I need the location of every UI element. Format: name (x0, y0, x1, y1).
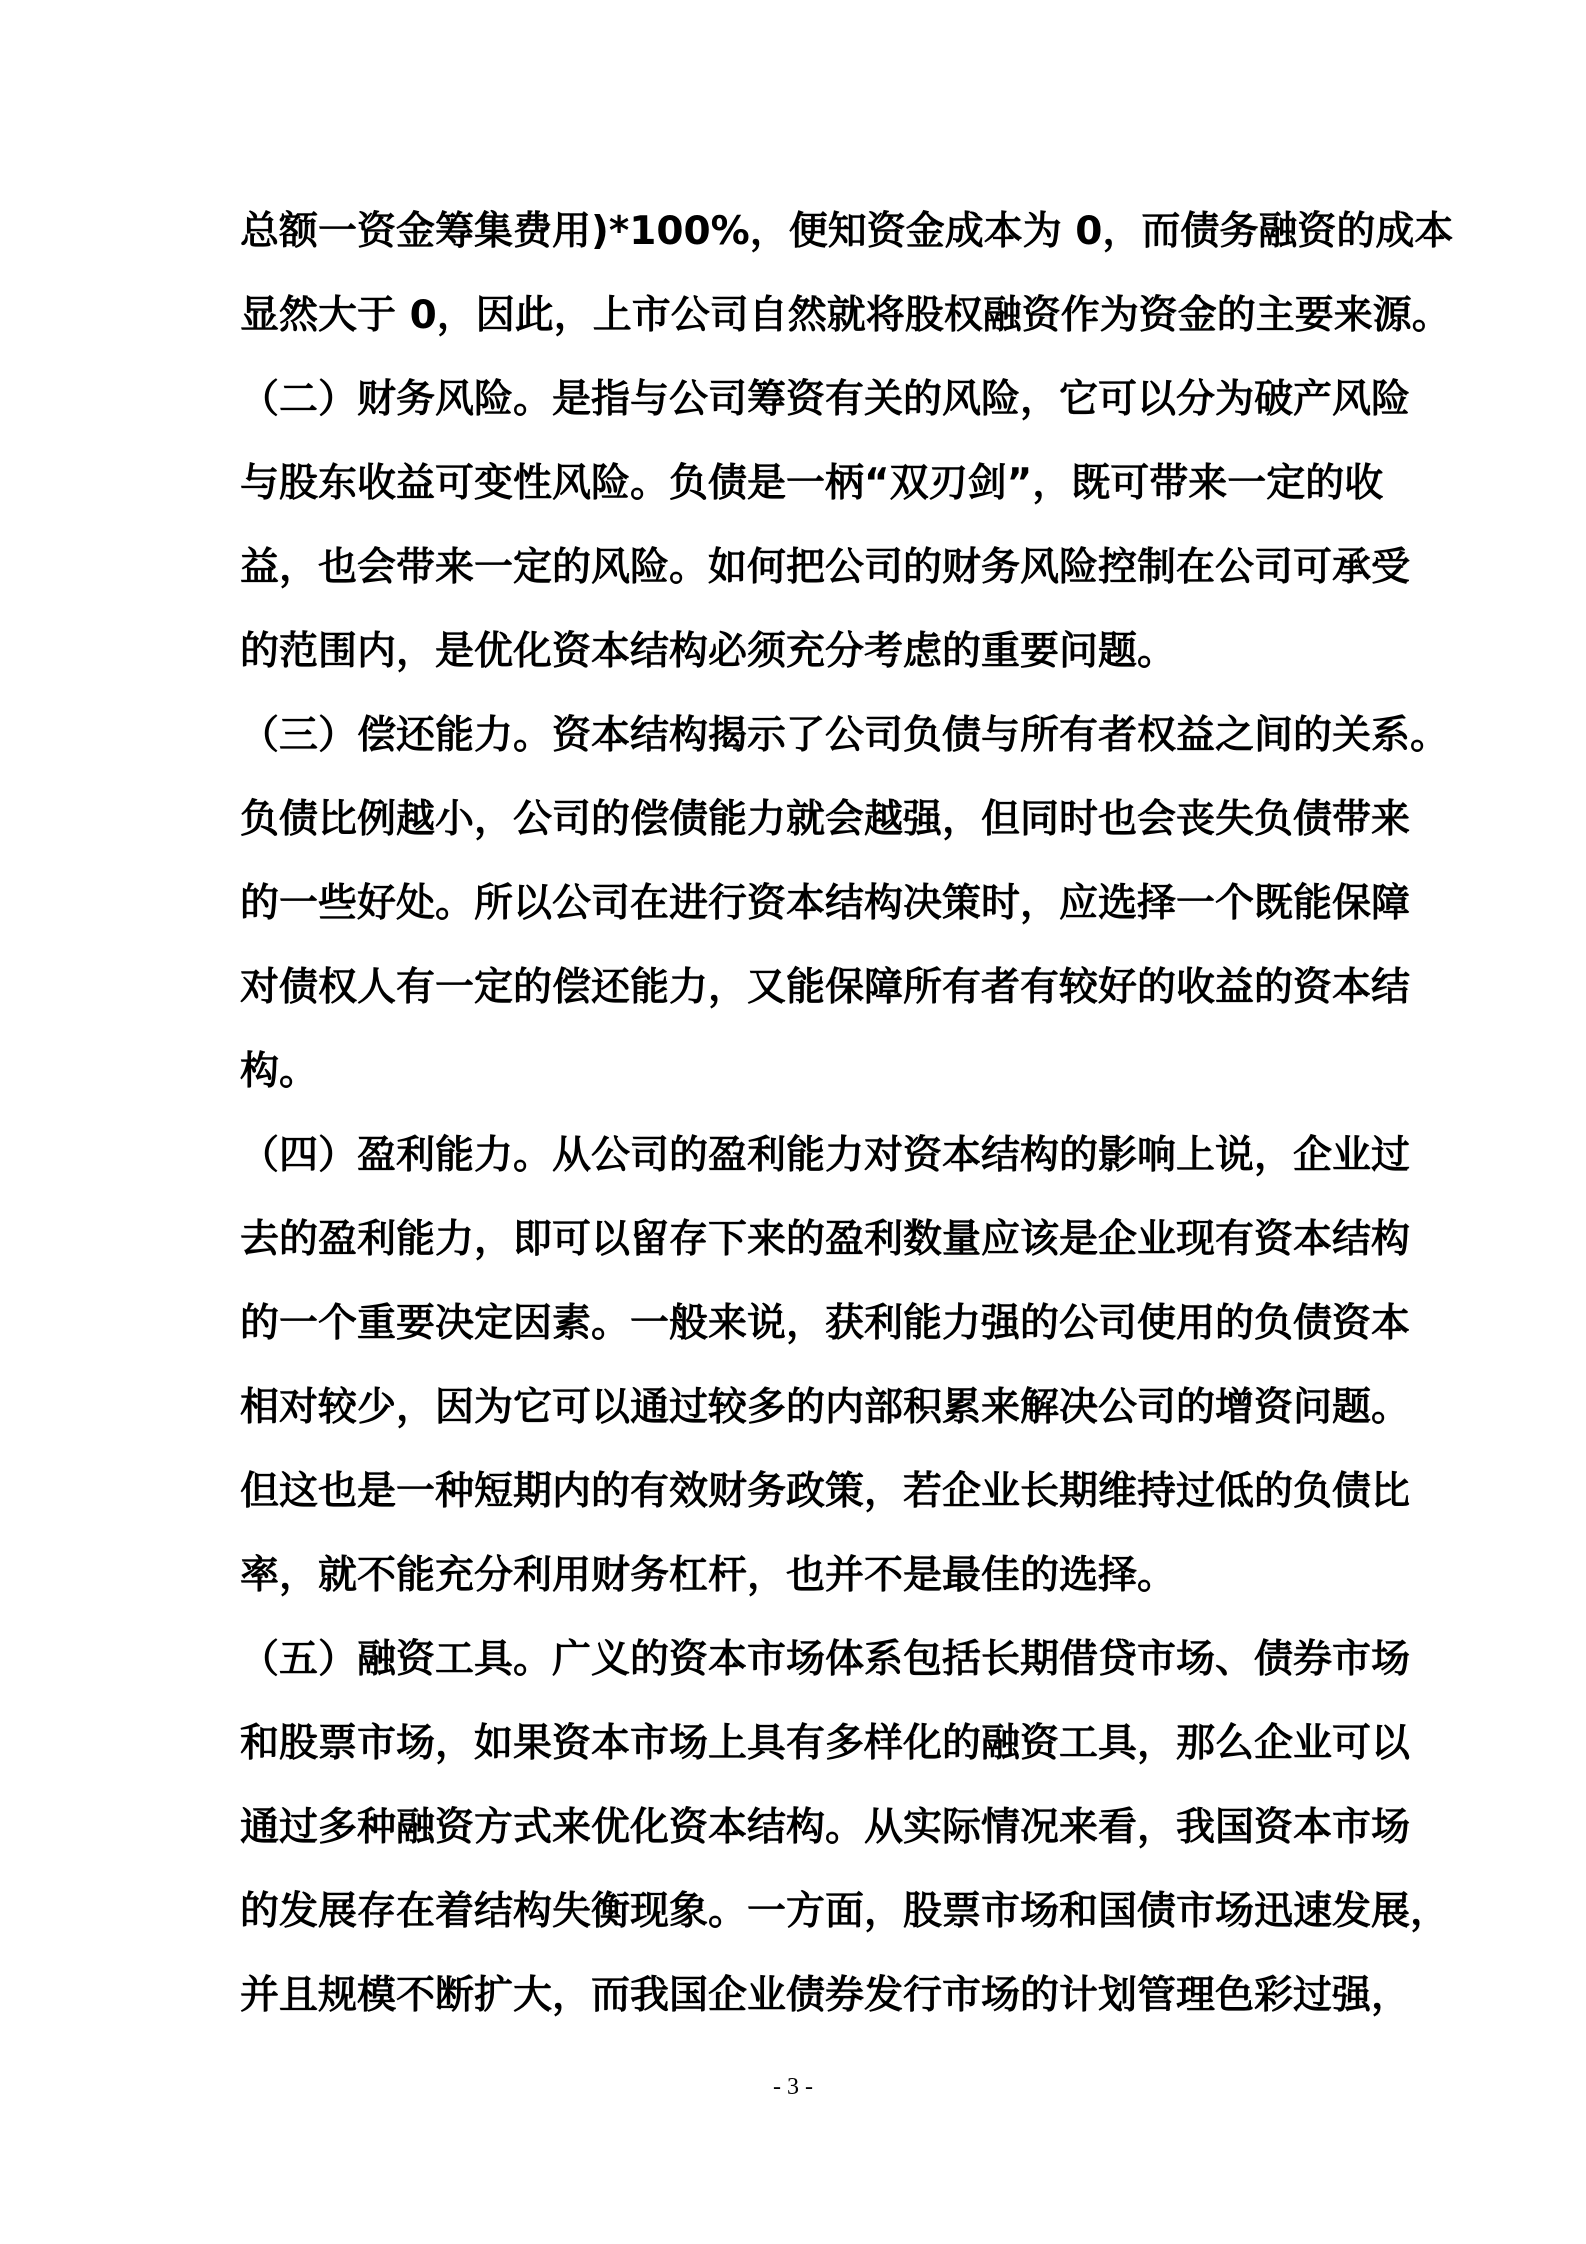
text-line: 益，也会带来一定的风险。如何把公司的财务风险控制在公司可承受 (240, 545, 1411, 590)
text-line: 的一些好处。所以公司在进行资本结构决策时，应选择一个既能保障 (240, 881, 1411, 926)
text-line: （五）融资工具。广义的资本市场体系包括长期借贷市场、债券市场 (240, 1637, 1411, 1682)
text-line: 的一个重要决定因素。一般来说，获利能力强的公司使用的负债资本 (240, 1301, 1411, 1346)
text-line: 与股东收益可变性风险。负债是一柄“双刃剑”，既可带来一定的收 (240, 461, 1384, 506)
text-line: 率，就不能充分利用财务杠杆，也并不是最佳的选择。 (240, 1553, 1177, 1598)
text-line: 和股票市场，如果资本市场上具有多样化的融资工具，那么企业可以 (240, 1721, 1411, 1766)
body-text (240, 190, 1454, 2038)
text-line: 去的盈利能力，即可以留存下来的盈利数量应该是企业现有资本结构 (240, 1217, 1411, 1262)
text-line: 的范围内，是优化资本结构必须充分考虑的重要问题。 (240, 629, 1177, 674)
text-line: （三）偿还能力。资本结构揭示了公司负债与所有者权益之间的关系。 (240, 713, 1450, 758)
page-number: - 3 - (773, 2074, 813, 2100)
text-line: （二）财务风险。是指与公司筹资有关的风险，它可以分为破产风险 (240, 377, 1411, 422)
text-line: 相对较少，因为它可以通过较多的内部积累来解决公司的增资问题。 (240, 1385, 1411, 1430)
text-line: 并且规模不断扩大，而我国企业债券发行市场的计划管理色彩过强， (240, 1973, 1411, 2018)
text-line: （四）盈利能力。从公司的盈利能力对资本结构的影响上说，企业过 (240, 1133, 1411, 1178)
text-line: 总额一资金筹集费用)*100%，便知资金成本为 0，而债务融资的成本 (240, 209, 1454, 254)
text-line: 负债比例越小，公司的偿债能力就会越强，但同时也会丧失负债带来 (240, 797, 1411, 842)
text-line: 通过多种融资方式来优化资本结构。从实际情况来看，我国资本市场 (240, 1805, 1411, 1850)
text-line: 但这也是一种短期内的有效财务政策，若企业长期维持过低的负债比 (240, 1469, 1411, 1514)
text-line: 构。 (240, 1049, 319, 1094)
text-line: 对债权人有一定的偿还能力，又能保障所有者有较好的收益的资本结 (240, 965, 1411, 1010)
text-line: 的发展存在着结构失衡现象。一方面，股票市场和国债市场迅速发展， (240, 1889, 1450, 1934)
text-line: 显然大于 0，因此，上市公司自然就将股权融资作为资金的主要来源。 (240, 293, 1451, 338)
